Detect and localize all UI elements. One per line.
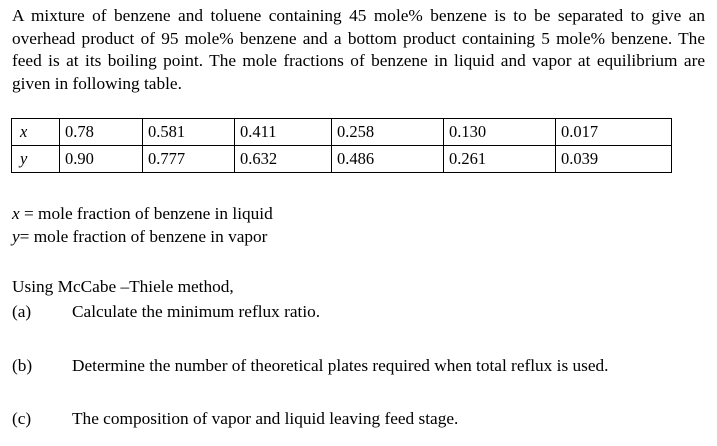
part-a [12,302,320,322]
definition-x [12,203,273,225]
part-text: The composition of vapor and liquid leaving feed stage. [72,409,459,428]
part-b [12,356,609,376]
part-label: (b) [12,356,33,375]
definition-y [12,226,267,248]
row-label-y: y [12,146,60,173]
table-cell: 0.039 [556,146,672,173]
equilibrium-table [11,118,672,173]
table-row-x [12,119,672,146]
table-cell: 0.486 [332,146,444,173]
table-cell: 0.581 [143,119,235,146]
definition-var: x [12,204,20,223]
part-label: (c) [12,409,32,428]
part-c [12,409,458,429]
definition-text: = mole fraction of benzene in liquid [19,204,273,223]
table-row-y [12,146,672,173]
row-label-x: x [12,119,60,146]
part-label: (a) [12,302,32,321]
table-cell: 0.777 [143,146,235,173]
table-cell: 0.261 [444,146,556,173]
table-cell: 0.78 [60,119,143,146]
part-text: Determine the number of theoretical plates required when total reflux is used. [72,356,609,375]
problem-statement: A mixture of benzene and toluene containing 45 mole% benzene is to be separated to give an overhead product of 95 mole% benzene and a bottom product containing 5 mole% benzene. The feed is at its boiling point. The mole fractions of benzene in liquid and vapor at equilibrium are given in following table. [12,6,705,93]
table-cell: 0.90 [60,146,143,173]
definition-text: = mole fraction of benzene in vapor [19,227,268,246]
definition-var: y [12,227,20,246]
table-cell: 0.258 [332,119,444,146]
table-cell: 0.130 [444,119,556,146]
method-line: Using McCabe –Thiele method, [12,277,234,296]
table-cell: 0.411 [235,119,332,146]
table-cell: 0.632 [235,146,332,173]
part-text: Calculate the minimum reflux ratio. [72,302,321,321]
table-cell: 0.017 [556,119,672,146]
